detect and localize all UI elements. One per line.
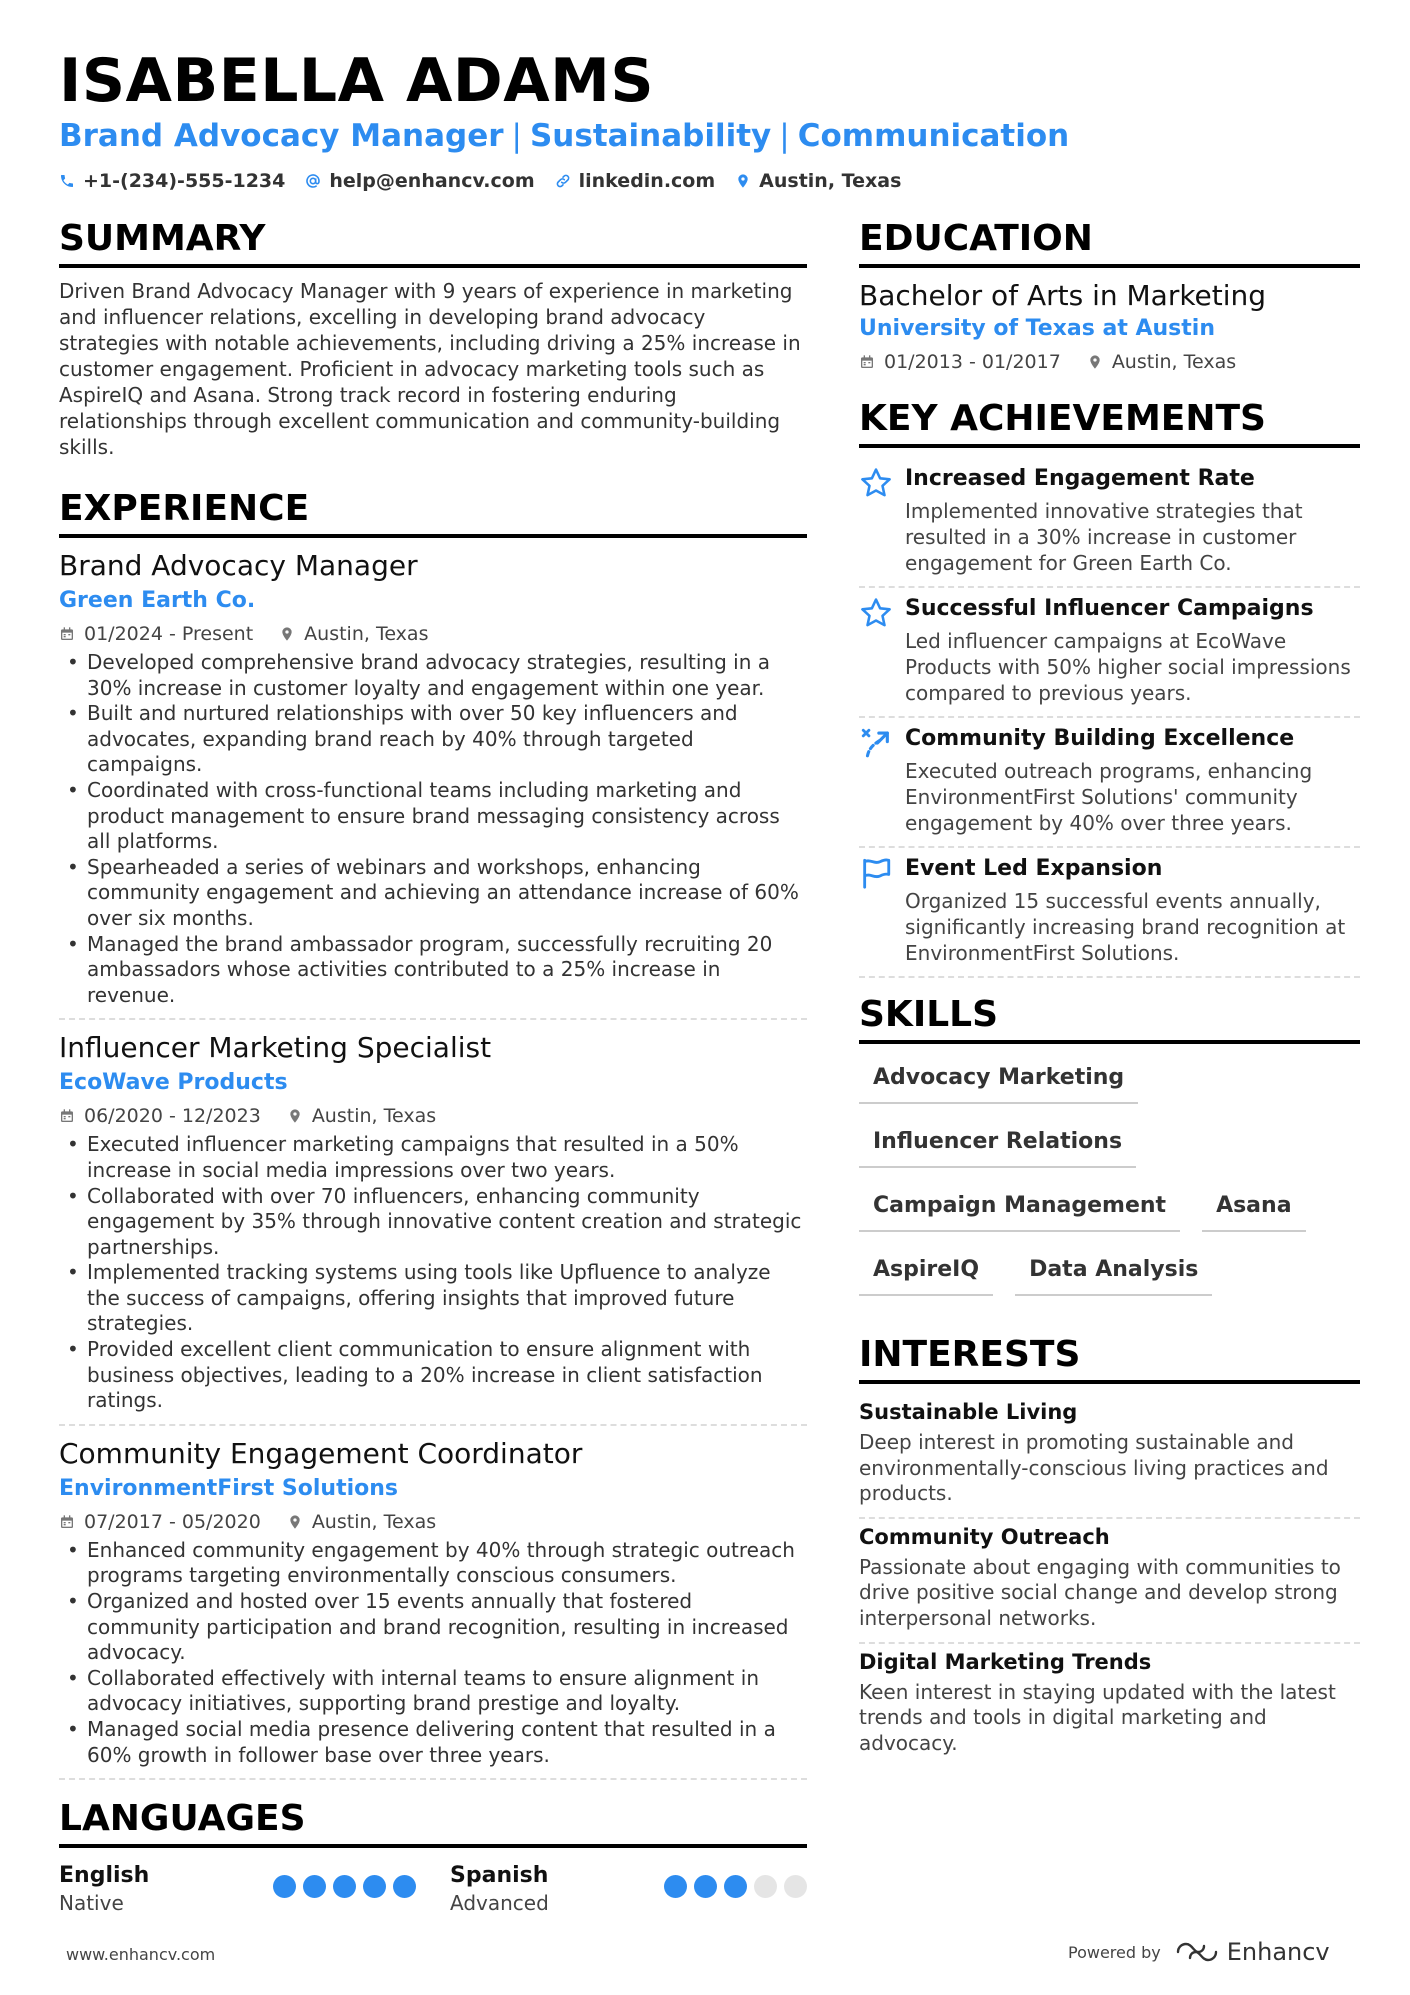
education-heading: EDUCATION <box>859 218 1360 268</box>
location-text: Austin, Texas <box>759 170 902 192</box>
job-location <box>287 1104 436 1128</box>
job-bullets <box>59 650 807 1008</box>
calendar-icon <box>59 626 75 642</box>
rating-dot-empty <box>754 1875 777 1898</box>
education-dates <box>859 350 1061 374</box>
education-location-text: Austin, Texas <box>1111 351 1237 373</box>
job-location <box>279 622 428 646</box>
achievement-desc: Implemented innovative strategies that resulted in a 30% increase in customer engagement for Green Earth Co. <box>905 499 1303 575</box>
skill-tag: Asana <box>1202 1182 1305 1232</box>
skill-tag: Campaign Management <box>859 1182 1180 1232</box>
calendar-icon <box>859 354 875 370</box>
headline <box>59 118 1069 154</box>
rating-dot-filled <box>393 1875 416 1898</box>
interest-item <box>859 1519 1360 1644</box>
strategy-icon <box>859 726 893 760</box>
rating-dot-filled <box>664 1875 687 1898</box>
rating-dot-filled <box>694 1875 717 1898</box>
education-location <box>1087 350 1236 374</box>
brand-name: Enhancv <box>1226 1938 1330 1966</box>
bullet-item: • Managed social media presence delivering content that resulted in a 60% growth in follower base over three years. <box>59 1717 807 1768</box>
rating-dot-filled <box>303 1875 326 1898</box>
language-item <box>450 1862 807 1916</box>
rating-dot-filled <box>363 1875 386 1898</box>
education-dates-text: 01/2013 - 01/2017 <box>884 351 1061 373</box>
skill-tag: Influencer Relations <box>859 1118 1136 1168</box>
achievement-title: Community Building Excellence <box>905 726 1295 751</box>
bullet-item: • Executed influencer marketing campaigns that resulted in a 50% increase in social media impressions over two years. <box>59 1132 807 1183</box>
email-text: help@enhancv.com <box>329 170 535 192</box>
location-pin-icon <box>1087 354 1103 370</box>
rating-dot-empty <box>784 1875 807 1898</box>
bullet-item: • Provided excellent client communication to ensure alignment with business objectives, leading to a 20% increase in client satisfaction ratings. <box>59 1337 807 1414</box>
language-name: Spanish <box>450 1863 549 1889</box>
footer-website[interactable]: www.enhancv.com <box>66 1945 216 1964</box>
link-icon <box>555 173 571 189</box>
job-location-text: Austin, Texas <box>311 1105 437 1128</box>
headline-separator: | <box>779 118 790 154</box>
job-location-text: Austin, Texas <box>311 1510 437 1533</box>
linkedin-text: linkedin.com <box>578 170 716 192</box>
language-level: Advanced <box>450 1891 549 1916</box>
flag-icon <box>859 856 893 890</box>
phone-icon <box>59 173 75 189</box>
achievements-heading: KEY ACHIEVEMENTS <box>859 398 1360 448</box>
enhancv-logo-icon <box>1175 1940 1219 1964</box>
education-meta <box>859 350 1360 374</box>
achievement-desc: Led influencer campaigns at EcoWave Products with 50% higher social impressions compared to previous years. <box>905 629 1351 705</box>
achievement-title: Event Led Expansion <box>905 856 1163 881</box>
summary-text: Driven Brand Advocacy Manager with 9 years of experience in marketing and influencer relations, excelling in developing brand advocacy strategies with notable achievements, including driving a 25% increase in customer engagement. Proficient in advocacy marketing tools such as AspireIQ and Asana. Strong track record in fostering enduring relationships through excellent communication and community-building skills. <box>59 279 801 459</box>
location-pin-icon <box>287 1108 303 1124</box>
skill-tag: AspireIQ <box>859 1246 993 1296</box>
experience-heading: EXPERIENCE <box>59 488 807 538</box>
achievement-title: Successful Influencer Campaigns <box>905 596 1314 621</box>
left-column <box>59 218 807 1916</box>
interest-desc: Deep interest in promoting sustainable and environmentally-conscious living practices and products. <box>859 1430 1329 1506</box>
brand-logo <box>1175 1938 1330 1966</box>
achievement-item <box>859 718 1360 848</box>
language-name: English <box>59 1863 150 1889</box>
languages-list <box>59 1862 807 1916</box>
job-meta <box>59 1510 807 1534</box>
experience-entry <box>59 548 807 1020</box>
interest-item <box>859 1644 1360 1767</box>
job-title: Brand Advocacy Manager <box>59 549 418 582</box>
experience-entry <box>59 1436 807 1780</box>
job-location <box>287 1510 436 1534</box>
headline-skill: Communication <box>797 118 1070 154</box>
interest-title: Sustainable Living <box>859 1400 1078 1424</box>
company-name: EnvironmentFirst Solutions <box>59 1475 399 1501</box>
summary-heading: SUMMARY <box>59 218 807 268</box>
bullet-item: • Spearheaded a series of webinars and workshops, enhancing community engagement and achieving an attendance increase of 60% over six months. <box>59 855 807 932</box>
rating-dot-filled <box>724 1875 747 1898</box>
degree-title: Bachelor of Arts in Marketing <box>859 279 1267 312</box>
star-icon <box>859 596 893 630</box>
bullet-item: • Enhanced community engagement by 40% through strategic outreach programs targeting environmentally conscious consumers. <box>59 1538 807 1589</box>
school-name: University of Texas at Austin <box>859 316 1215 341</box>
headline-separator: | <box>511 118 522 154</box>
language-item <box>59 1862 416 1916</box>
bullet-item: • Managed the brand ambassador program, successfully recruiting 20 ambassadors whose activities contributed to a 25% increase in revenue. <box>59 932 807 1009</box>
job-meta <box>59 622 807 646</box>
bullet-item: • Implemented tracking systems using tools like Upfluence to analyze the success of campaigns, offering insights that improved future strategies. <box>59 1260 807 1337</box>
contact-linkedin[interactable] <box>555 170 716 192</box>
phone-text: +1-(234)-555-1234 <box>83 170 286 192</box>
job-dates <box>59 1104 261 1128</box>
experience-entry <box>59 1030 807 1426</box>
interest-desc: Keen interest in staying updated with the latest trends and tools in digital marketing and advocacy. <box>859 1679 1336 1755</box>
rating-dot-filled <box>333 1875 356 1898</box>
skills-heading: SKILLS <box>859 994 1360 1044</box>
headline-focus: Sustainability <box>529 118 772 154</box>
company-name: EcoWave Products <box>59 1070 288 1096</box>
powered-by-text: Powered by <box>1068 1942 1161 1962</box>
job-dates-text: 07/2017 - 05/2020 <box>84 1510 261 1533</box>
achievement-item <box>859 848 1360 978</box>
interest-title: Digital Marketing Trends <box>859 1649 1152 1674</box>
job-dates <box>59 1510 261 1534</box>
contact-email[interactable] <box>305 170 534 192</box>
languages-heading: LANGUAGES <box>59 1798 807 1848</box>
bullet-item: • Collaborated with over 70 influencers, enhancing community engagement by 35% through innovative content creation and strategic partnerships. <box>59 1184 807 1261</box>
bullet-item: • Collaborated effectively with internal teams to ensure alignment in advocacy initiatives, supporting brand prestige and loyalty. <box>59 1666 807 1717</box>
job-meta <box>59 1104 807 1128</box>
skills-list <box>859 1054 1360 1310</box>
footer-branding[interactable] <box>1068 1938 1330 1966</box>
job-bullets <box>59 1132 807 1414</box>
location-pin-icon <box>735 173 751 189</box>
bullet-item: • Developed comprehensive brand advocacy strategies, resulting in a 30% increase in customer loyalty and engagement within one year. <box>59 650 807 701</box>
achievement-item <box>859 458 1360 588</box>
skill-tag: Data Analysis <box>1015 1246 1212 1296</box>
headline-role: Brand Advocacy Manager <box>59 118 504 154</box>
skill-tag: Advocacy Marketing <box>859 1054 1138 1104</box>
interest-item <box>859 1394 1360 1519</box>
bullet-item: • Organized and hosted over 15 events annually that fostered community participation and brand recognition, resulting in increased advocacy. <box>59 1589 807 1666</box>
achievement-desc: Organized 15 successful events annually, significantly increasing brand recognition at EnvironmentFirst Solutions. <box>905 889 1346 965</box>
star-icon <box>859 466 893 500</box>
bullet-item: • Coordinated with cross-functional teams including marketing and product management to ensure brand messaging consistency across all platforms. <box>59 778 807 855</box>
job-title: Community Engagement Coordinator <box>59 1436 583 1470</box>
achievement-title: Increased Engagement Rate <box>905 466 1255 491</box>
location-pin-icon <box>287 1514 303 1530</box>
candidate-name: ISABELLA ADAMS <box>59 46 655 116</box>
rating-dot-filled <box>273 1875 296 1898</box>
job-location-text: Austin, Texas <box>304 623 429 645</box>
job-dates-text: 01/2024 - Present <box>84 623 254 645</box>
calendar-icon <box>59 1514 75 1530</box>
company-name: Green Earth Co. <box>59 588 256 613</box>
job-title: Influencer Marketing Specialist <box>59 1031 492 1065</box>
interest-title: Community Outreach <box>859 1524 1110 1549</box>
language-rating <box>664 1875 807 1898</box>
right-column <box>859 218 1360 1766</box>
interests-heading: INTERESTS <box>859 1334 1360 1384</box>
achievement-item <box>859 588 1360 718</box>
interest-desc: Passionate about engaging with communities to drive positive social change and develop strong interpersonal networks. <box>859 1554 1341 1630</box>
at-icon <box>305 173 321 189</box>
achievement-desc: Executed outreach programs, enhancing EnvironmentFirst Solutions' community engagement by 40% over three years. <box>905 759 1313 835</box>
language-rating <box>273 1875 416 1898</box>
language-level: Native <box>59 1891 124 1916</box>
job-dates <box>59 622 253 646</box>
bullet-item: • Built and nurtured relationships with over 50 key influencers and advocates, expanding brand reach by 40% through targeted campaigns. <box>59 701 807 778</box>
job-bullets <box>59 1538 807 1768</box>
contact-location <box>735 170 901 192</box>
contact-phone[interactable] <box>59 170 285 192</box>
contact-bar <box>59 170 901 192</box>
calendar-icon <box>59 1108 75 1124</box>
job-dates-text: 06/2020 - 12/2023 <box>84 1105 261 1128</box>
location-pin-icon <box>279 626 295 642</box>
